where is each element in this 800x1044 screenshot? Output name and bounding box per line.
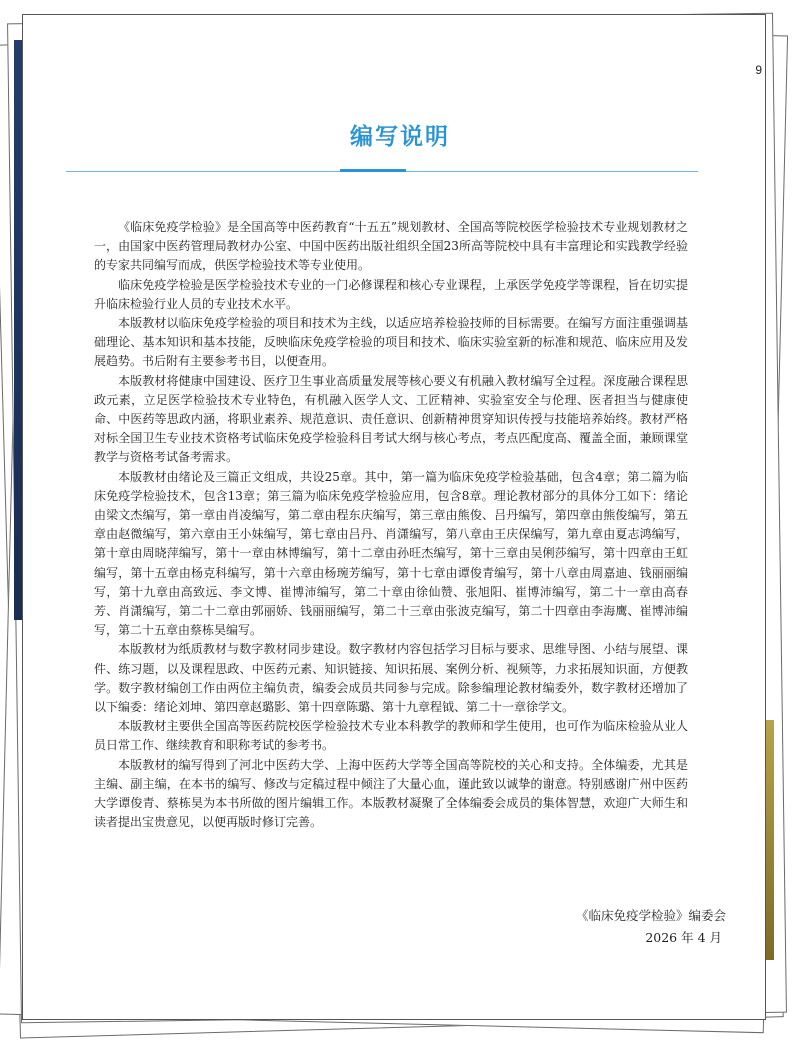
paragraph: 本版教材的编写得到了河北中医药大学、上海中医药大学等全国高等院校的关心和支持。全体编委，尤其是主编、副主编，在本书的编写、修改与定稿过程中倾注了大量心血，谨此致以诚挚的谢意。特别感谢广州中医药大学谭俊青、蔡栋昊为本书所做的图片编辑工作。本版教材凝聚了全体编委会成员的集体智慧，欢迎广大师生和读者提出宝贵意见，以便再版时修订完善。 [94, 757, 688, 830]
page-number: 9 [755, 63, 762, 77]
paragraph: 本版教材为纸质教材与数字教材同步建设。数字教材内容包括学习目标与要求、思维导图、小结与展望、课件、练习题，以及课程思政、中医药元素、知识链接、知识拓展、案例分析、视频等，力求拓展知识面，方便教学。数字教材编创工作由两位主编负责，编委会成员共同参与完成。除参编理论教材编委外，数字教材还增加了以下编委：绪论刘坤、第四章赵璐影、第十四章陈璐、第十九章程钺、第二十一章徐学文。 [94, 642, 688, 715]
paragraph: 本版教材主要供全国高等医药院校医学检验技术专业本科教学的教师和学生使用，也可作为临床检验从业人员日常工作、继续教育和职称考试的参考书。 [94, 719, 688, 753]
signature-date: 2026 年 4 月 [645, 930, 722, 945]
title-divider-accent [340, 169, 406, 172]
paragraph: 本版教材由绪论及三篇正文组成，共设25章。其中，第一篇为临床免疫学检验基础，包含4章；第二篇为临床免疫学检验技术，包含13章；第三篇为临床免疫学检验应用，包含8章。理论教材部分的具体分工如下：绪论由梁文杰编写，第一章由肖凌编写，第二章由程东庆编写，第三章由熊俊、吕丹编写，第四章由熊俊编写，第五章由赵微编写，第六章由王小妹编写，第七章由吕丹、肖潇编写，第八章由王庆保编写，第九章由夏志鸿编写，第十章由周晓萍编写，第十一章由林博编写，第十二章由孙旺杰编写，第十三章由吴俐莎编写，第十四章由王虹编写，第十五章由杨克科编写，第十六章由杨琬芳编写，第十七章由谭俊青编写，第十八章由周嘉迪、钱丽丽编写，第十九章由高致远、李文博、崔博沛编写，第二十章由徐仙赞、张旭阳、崔博沛编写，第二十一章由高春芳、肖潇编写，第二十二章由郭丽娇、钱丽丽编写，第二十三章由张波克编写，第二十四章由李海鹰、崔博沛编写，第二十五章由蔡栋昊编写。 [94, 469, 688, 638]
paragraph: 本版教材以临床免疫学检验的项目和技术为主线，以适应培养检验技师的目标需要。在编写方面注重强调基础理论、基本知识和基本技能，反映临床免疫学检验的项目和技术、临床实验室新的标准和规范、临床应用及发展趋势。书后附有主要参考书目，以便查用。 [94, 316, 688, 369]
editorial-committee: 《临床免疫学检验》编委会 [575, 908, 726, 923]
paragraph: 《临床免疫学检验》是全国高等中医药教育“十五五”规划教材、全国高等院校医学检验技术专业规划教材之一，由国家中医药管理局教材办公室、中国中医药出版社组织全国23所高等院校中具有丰富理论和实践教学经验的专家共同编写而成，供医学检验技术等专业使用。 [94, 220, 688, 273]
body-text [94, 218, 688, 833]
signature-block [576, 905, 726, 949]
paragraph: 本版教材将健康中国建设、医疗卫生事业高质量发展等核心要义有机融入教材编写全过程。深度融合课程思政元素，立足医学检验技术专业特色，有机融入医学人文、工匠精神、实验室安全与伦理、医者担当与健康使命、中医药等思政内涵，将职业素养、规范意识、责任意识、创新精神贯穿知识传授与技能培养始终。教材严格对标全国卫生专业技术资格考试临床免疫学检验科目考试大纲与核心考点，考点匹配度高、覆盖全面，兼顾课堂教学与资格考试备考需求。 [94, 373, 688, 465]
page-title: 编写说明 [350, 124, 450, 150]
paragraph: 临床免疫学检验是医学检验技术专业的一门必修课程和核心专业课程，上承医学免疫学等课程，旨在切实提升临床检验行业人员的专业技术水平。 [94, 277, 688, 311]
